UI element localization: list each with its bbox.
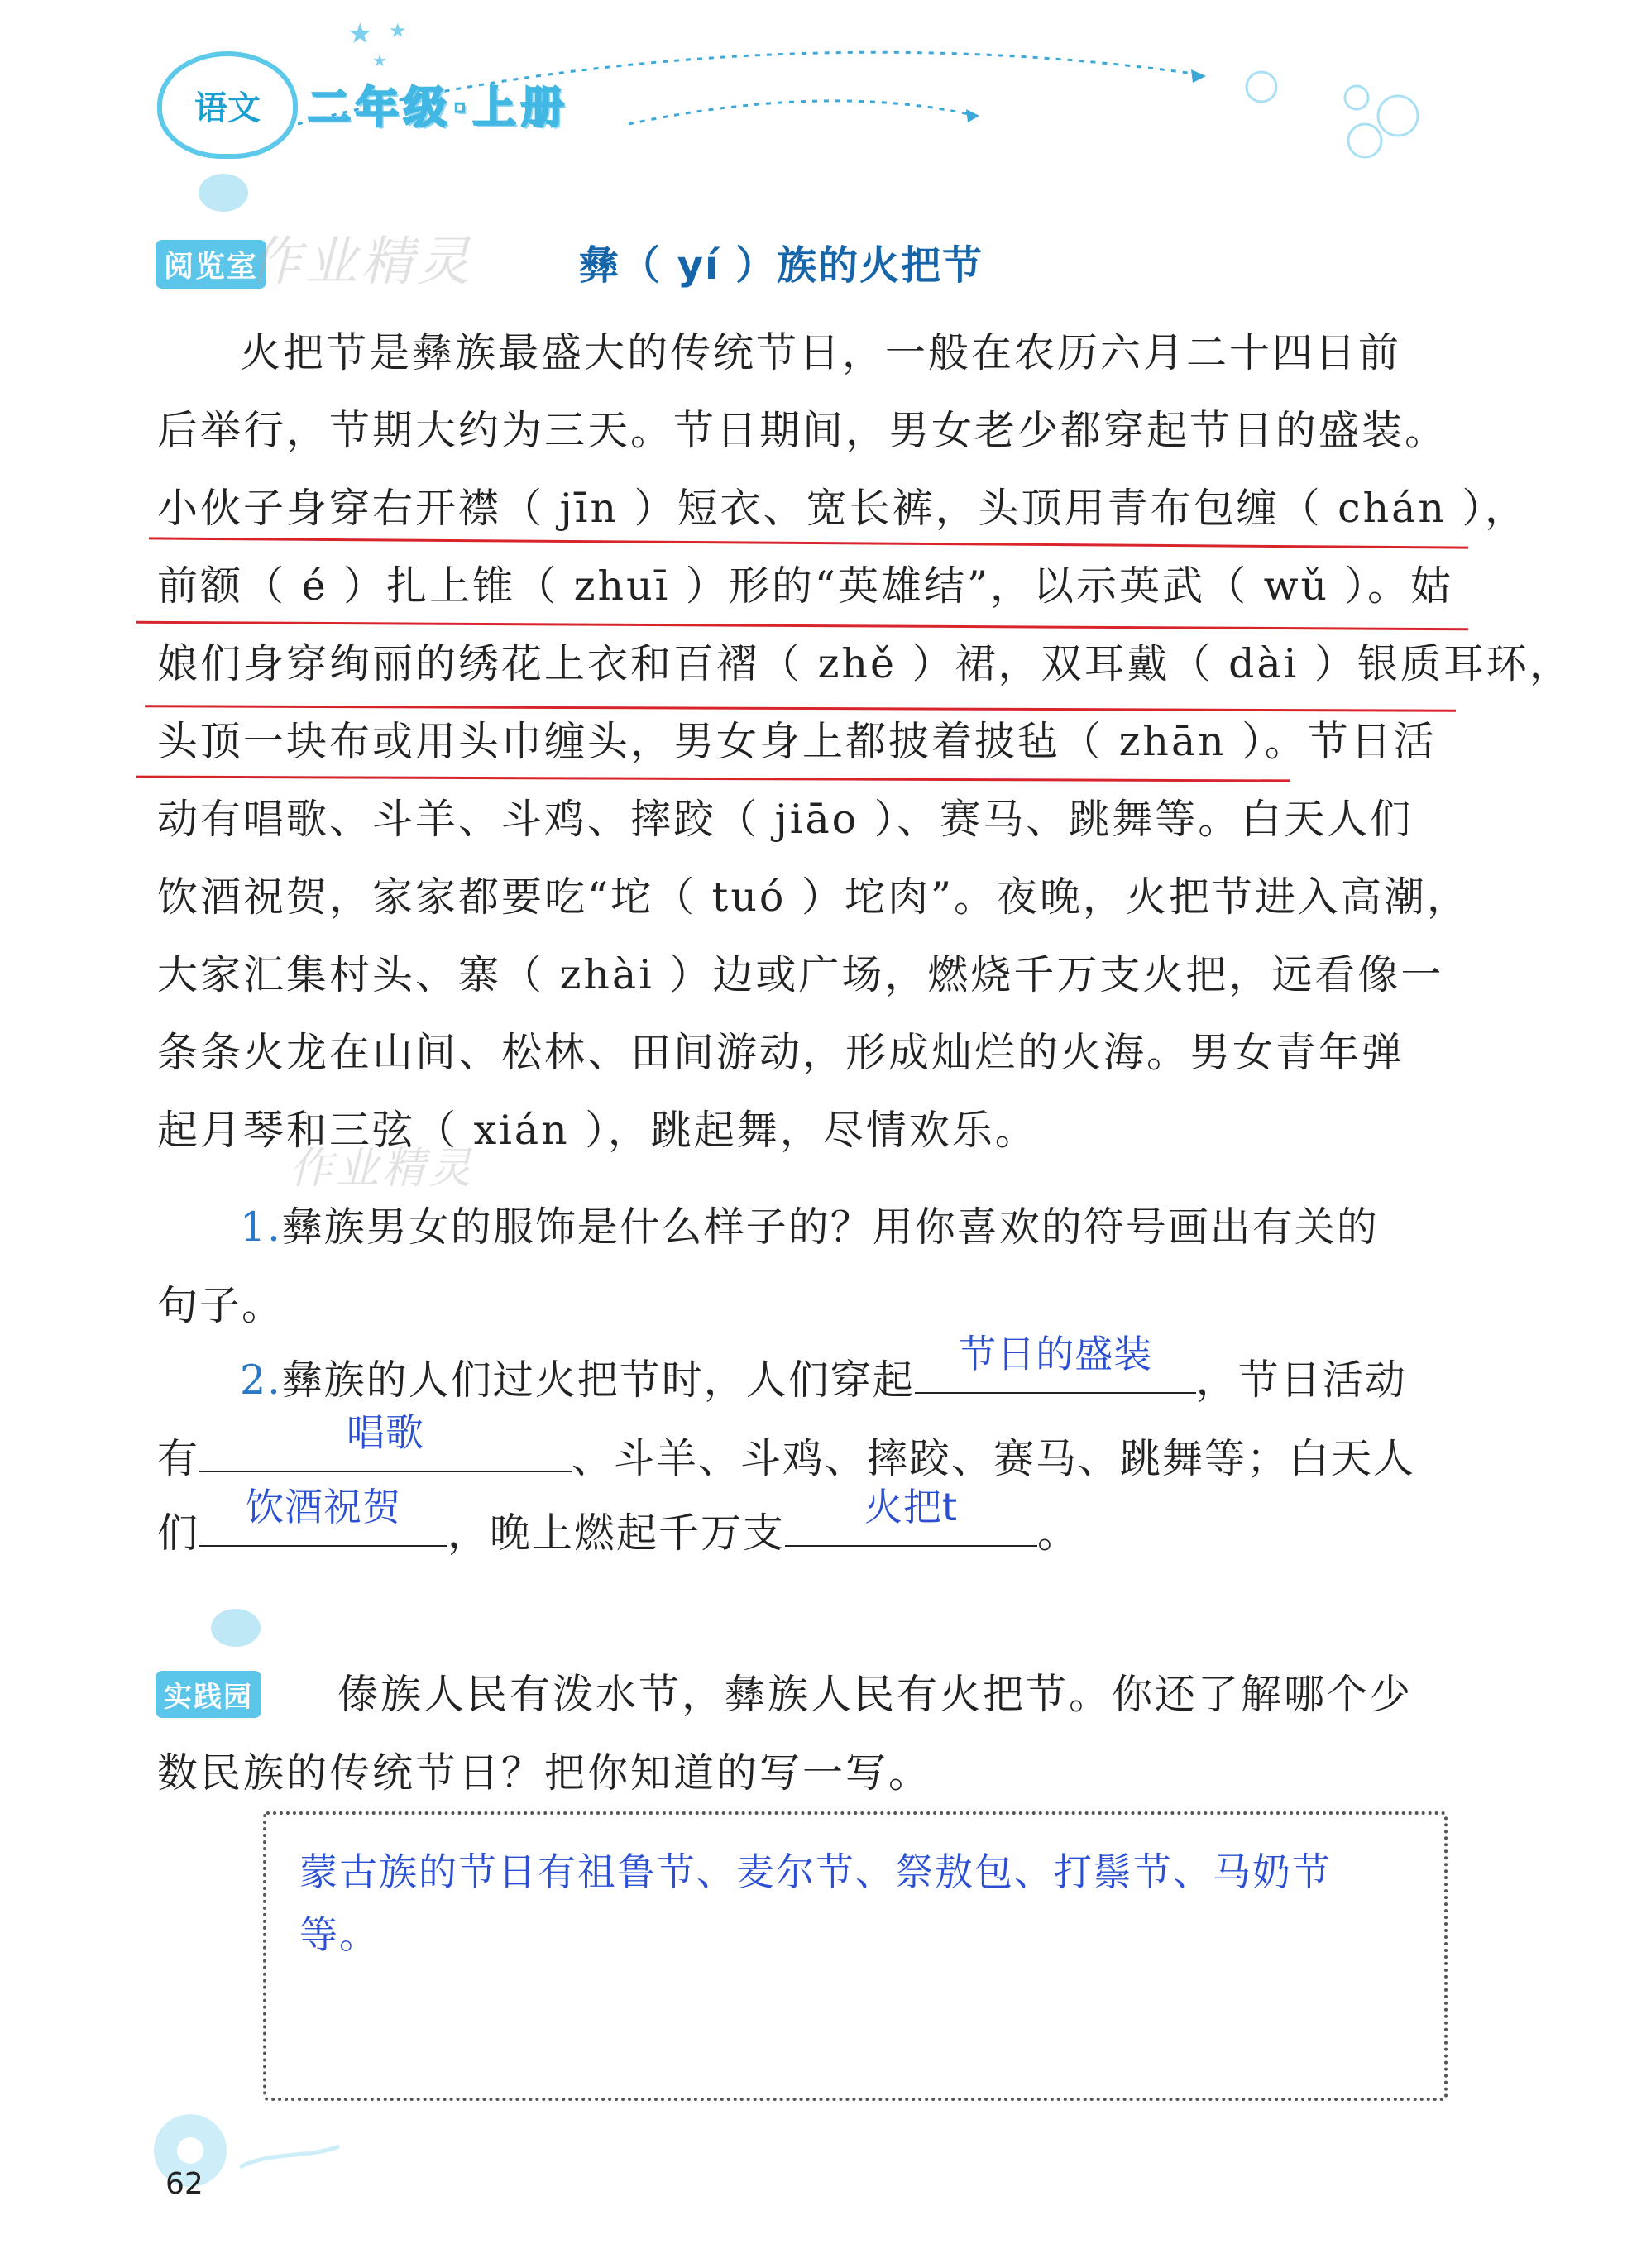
passage-line: 后举行，节期大约为三天。节日期间，男女老少都穿起节日的盛装。 [157, 407, 1448, 454]
question-number: 1. [240, 1203, 282, 1251]
practice-answer-line: 等。 [299, 1912, 379, 1957]
handwritten-answer: 饮酒祝贺 [246, 1485, 402, 1529]
question-1-line-2: 句子。 [157, 1282, 285, 1329]
practice-badge: 实践园 [156, 1671, 261, 1718]
flower-decoration [132, 2101, 347, 2200]
handwritten-answer: 节日的盛装 [958, 1332, 1153, 1376]
question-number: 2. [240, 1356, 282, 1404]
practice-answer-line: 蒙古族的节日有祖鲁节、麦尔节、祭敖包、打鬃节、马奶节 [299, 1849, 1332, 1894]
question-2-line-1: 2.彝族的人们过火把节时，人们穿起 节日的盛装 ，节日活动 [240, 1348, 1407, 1406]
page-header [0, 0, 1632, 190]
answer-blank[interactable] [915, 1332, 1196, 1394]
passage-line: 娘们身穿绚丽的绣花上衣和百褶（ zhě ）裙，双耳戴（ dài ）银质耳环， [157, 640, 1572, 687]
passage-line: 前额（ é ）扎上锥（ zhuī ）形的“英雄结”，以示英武（ wǔ ）。姑 [157, 562, 1454, 610]
practice-prompt-line-1: 傣族人民有泼水节，彝族人民有火把节。你还了解哪个少 [337, 1671, 1414, 1718]
grade-title: 二年级·上册 [308, 84, 569, 133]
practice-prompt-line-2: 数民族的传统节日？把你知道的写一写。 [157, 1749, 932, 1797]
practice-answer [299, 1840, 1441, 1966]
question-2-line-3: 们 饮酒祝贺 ，晚上燃起千万支 火把t 。 [157, 1501, 1079, 1559]
answer-blank[interactable] [199, 1410, 572, 1472]
passage-title: 彝（ yí ）族的火把节 [579, 242, 984, 289]
book-icon [199, 174, 248, 212]
leaf-icon [211, 1609, 261, 1647]
passage-line: 起月琴和三弦（ xián ），跳起舞，尽情欢乐。 [157, 1107, 1038, 1154]
passage-line: 大家汇集村头、寨（ zhài ）边或广场，燃烧千万支火把，远看像一 [157, 951, 1444, 998]
page-number: 62 [165, 2167, 203, 2201]
svg-text:★: ★ [389, 19, 407, 42]
svg-text:★: ★ [347, 17, 373, 50]
answer-blank[interactable] [785, 1485, 1037, 1547]
subject-badge: 语文 [157, 51, 298, 159]
svg-text:★: ★ [372, 50, 387, 70]
passage-line: 饮酒祝贺，家家都要吃“坨（ tuó ）坨肉”。夜晚，火把节进入高潮， [157, 873, 1471, 921]
passage-line: 火把节是彝族最盛大的传统节日，一般在农历六月二十四日前 [240, 329, 1402, 376]
answer-blank[interactable] [199, 1485, 447, 1547]
passage-line: 条条火龙在山间、松林、田间游动，形成灿烂的火海。男女青年弹 [157, 1029, 1405, 1076]
passage [157, 314, 1572, 1170]
question-1-line-1: 1.彝族男女的服饰是什么样子的？用你喜欢的符号画出有关的 [240, 1203, 1379, 1251]
watermark: 作业精灵 [290, 1144, 476, 1194]
handwritten-answer: 唱歌 [347, 1410, 425, 1455]
question-2-line-2: 有 唱歌 、斗羊、斗鸡、摔跤、赛马、跳舞等；白天人 [157, 1427, 1415, 1485]
watermark: 作业精灵 [248, 232, 473, 293]
handwritten-answer: 火把t [864, 1485, 959, 1529]
passage-line: 动有唱歌、斗羊、斗鸡、摔跤（ jiāo ）、赛马、跳舞等。白天人们 [157, 796, 1414, 843]
reading-badge: 阅览室 [156, 240, 266, 289]
passage-line: 头顶一块布或用头巾缠头，男女身上都披着披毡（ zhān ）。节日活 [157, 718, 1437, 765]
passage-line: 小伙子身穿右开襟（ jīn ）短衣、宽长裤，头顶用青布包缠（ chán ）， [157, 485, 1528, 532]
